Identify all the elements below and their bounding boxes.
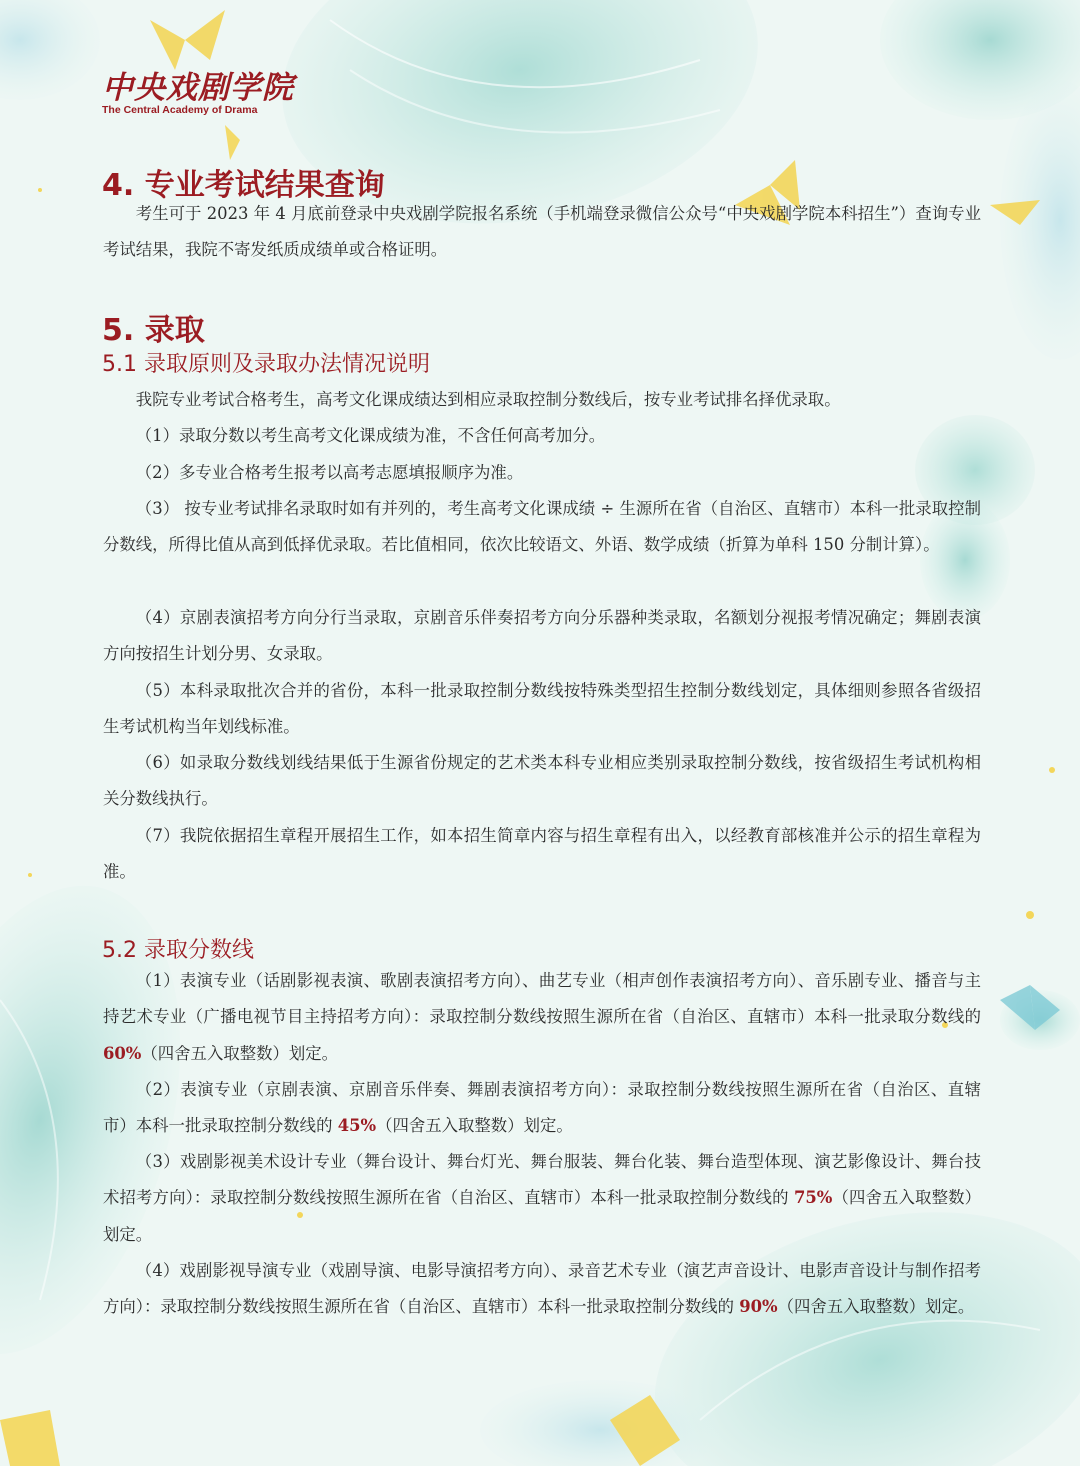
section-5-1-intro: 我院专业考试合格考生，高考文化课成绩达到相应录取控制分数线后，按专业考试排名择优录取。 (135, 390, 841, 409)
score-item-text: （四舍五入取整数）划定。 (141, 1043, 339, 1063)
section-5-title: 5. 录取 (102, 313, 205, 348)
rule-item-7: （7）我院依据招生章程开展招生工作，如本招生简章内容与招生章程有出入，以经教育部核准并公示的招生章程为准。 (103, 826, 981, 882)
rule-item-6: （6）如录取分数线划线结果低于生源省份规定的艺术类本科专业相应类别录取控制分数线，按省级招生考试机构相关分数线执行。 (103, 753, 981, 809)
score-item-text: （1）表演专业（话剧影视表演、歌剧表演招考方向）、曲艺专业（相声创作表演招考方向）、音乐剧专业、播音与主持艺术专业（广播电视节目主持招考方向）：录取控制分数线按照生源所在省（自治区、直辖市）本科一批录取分数线的 (103, 971, 981, 1027)
rule-item-4: （4）京剧表演招考方向分行当录取，京剧音乐伴奏招考方向分乐器种类录取，名额划分视报考情况确定；舞剧表演方向按招生计划分男、女录取。 (103, 608, 981, 664)
rule-item-5: （5）本科录取批次合并的省份，本科一批录取控制分数线按特殊类型招生控制分数线划定，具体细则参照各省级招生考试机构当年划线标准。 (103, 681, 981, 737)
score-item-text: （四舍五入取整数）划定。 (376, 1116, 573, 1136)
rule-item-2: （2）多专业合格考生报考以高考志愿填报顺序为准。 (135, 463, 524, 482)
score-item-2 (103, 1072, 981, 1145)
score-item-text: （四舍五入取整数）划定。 (777, 1297, 975, 1317)
score-percentage: 90% (739, 1297, 778, 1317)
score-percentage: 75% (793, 1188, 833, 1208)
score-item-text: （4）戏剧影视导演专业（戏剧导演、电影导演招考方向）、录音艺术专业（演艺声音设计、电影声音设计与制作招考方向）：录取控制分数线按照生源所在省（自治区、直辖市）本科一批录取控制分数线的 (103, 1261, 981, 1317)
section-4-paragraph: 考生可于 2023 年 4 月底前登录中央戏剧学院报名系统（手机端登录微信公众号“中央戏剧学院本科招生”）查询专业考试结果，我院不寄发纸质成绩单或合格证明。 (103, 204, 981, 260)
logo-chinese: 中央戏剧学院 (102, 70, 294, 106)
section-4-title: 4. 专业考试结果查询 (102, 168, 385, 203)
academy-logo (102, 62, 302, 122)
score-item-text: （3）戏剧影视美术设计专业（舞台设计、舞台灯光、舞台服装、舞台化装、舞台造型体现、演艺影像设计、舞台技术招考方向）：录取控制分数线按照生源所在省（自治区、直辖市）本科一批录取控制分数线的 (103, 1152, 981, 1208)
score-percentage: 45% (337, 1116, 377, 1136)
score-item-4 (103, 1253, 981, 1326)
rule-item-3: （3） 按专业考试排名录取时如有并列的，考生高考文化课成绩 ÷ 生源所在省（自治区、直辖市）本科一批录取控制分数线，所得比值从高到低择优录取。若比值相同，依次比较语文、外语、数学成绩（折算为单科 150 分制计算）。 (103, 499, 981, 555)
section-5-2-title: 5.2 录取分数线 (102, 938, 254, 963)
score-item-3 (103, 1144, 981, 1253)
score-percentage: 60% (103, 1043, 142, 1063)
score-item-text: （四舍五入取整数）划定。 (103, 1188, 981, 1244)
score-item-1 (103, 963, 981, 1072)
rule-item-1: （1）录取分数以考生高考文化课成绩为准，不含任何高考加分。 (135, 426, 606, 445)
section-5-1-title: 5.1 录取原则及录取办法情况说明 (102, 352, 430, 377)
score-item-text: （2）表演专业（京剧表演、京剧音乐伴奏、舞剧表演招考方向）：录取控制分数线按照生源所在省（自治区、直辖市）本科一批录取控制分数线的 (103, 1080, 981, 1136)
logo-english: The Central Academy of Drama (102, 104, 258, 116)
